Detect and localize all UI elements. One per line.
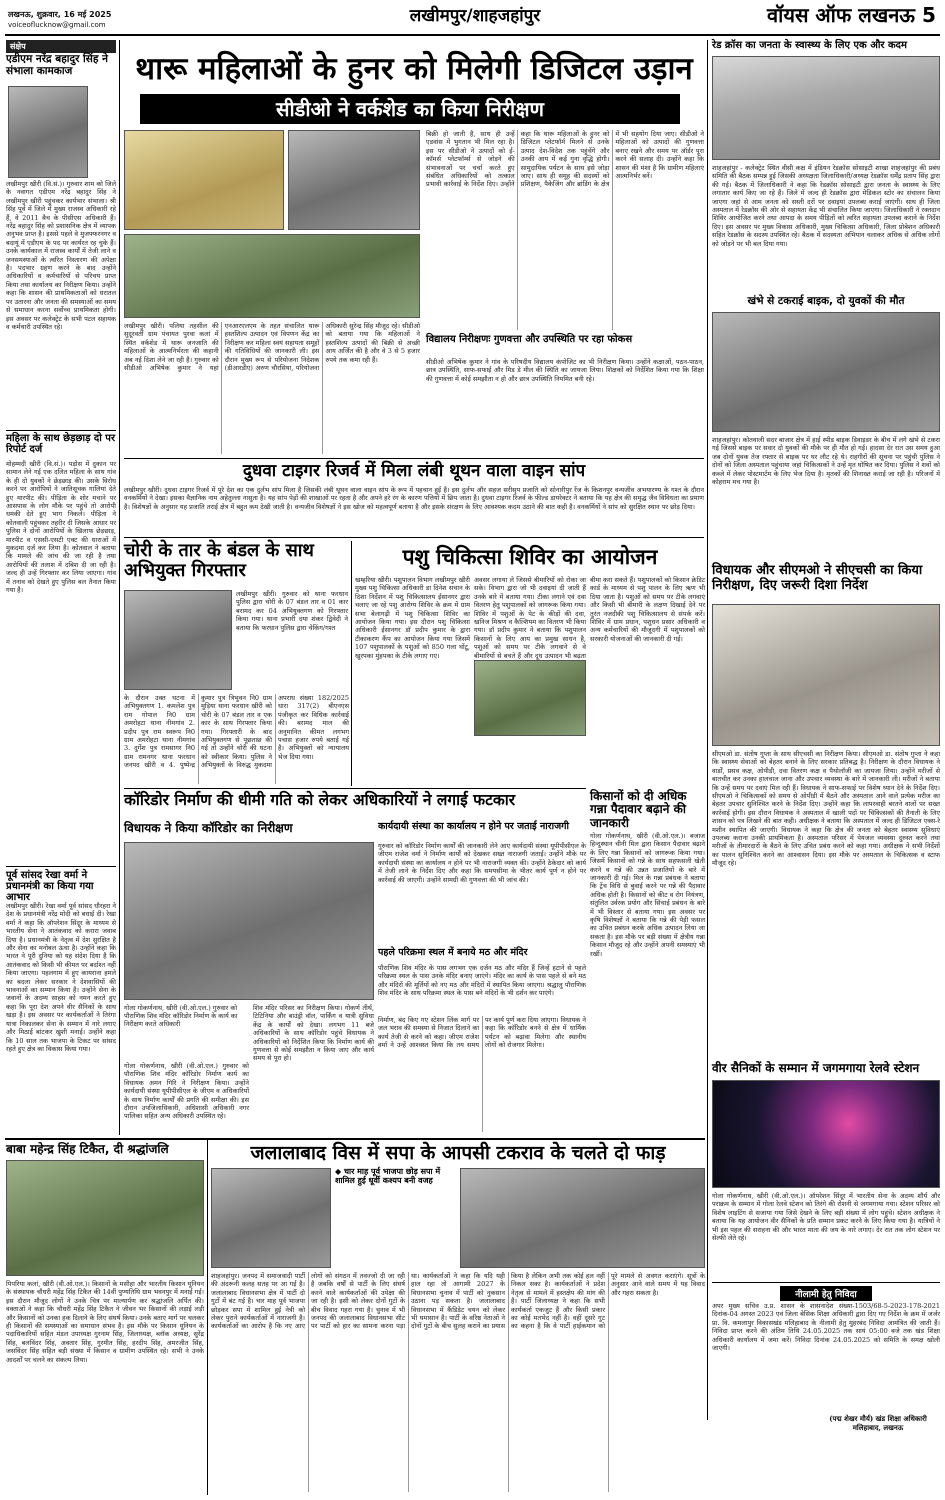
masthead-email[interactable]: voiceoflucknow@gmail.com	[8, 21, 106, 29]
lead-body-right: बिक्री हो जाती है, साथ ही उन्हें एडवांस में भुगतान भी मिल रहा है। इस पर सीडीओ ने उत्पादों को ई-कॉमर्स प्लेटफॉर्म्स से जोड़ने की संभावनाओं पर चर्चा करते हुए संबंधित अधिकारियों को तत्काल प्रभावी कार्रवाई के निर्देश दिए। उन्होंने कहा कि थारू महिलाओं के हुनर को डिजिटल प्लेटफॉर्म मिलने से उनके उत्पाद देश-विदेश तक पहुंचेंगे और उनकी आय में कई गुना वृद्धि होगी। सामुदायिक पर्यटन के साथ इसे जोड़ा जाए। साथ ही समूह की सदस्यों को प्रशिक्षण, पैकेजिंग और ब्रांडिंग के क्षेत्र में भी सहयोग दिया जाए। सीडीओ ने महिलाओं को उत्पादों की गुणवत्ता बनाए रखने और समय पर ऑर्डर पूरा करने की सलाह दी। उन्होंने कहा कि शासन की मंशा है कि ग्रामीण महिलाएं आत्मनिर्भर बनें।	[426, 130, 704, 189]
redcross-body: शाहजहांपुर - कलेक्ट्रेट स्थित वीसी कक्ष में इंडियन रेडक्रॉस सोसाइटी शाखा शाहजहांपुर की प्रबंध समिति की बैठक सम्पन्न हुई जिसकी अध्यक्षता जिलाधिकारी/अध्यक्ष रेडक्रॉस धर्मेंद्र प्रताप सिंह द्वारा की गई। बैठक में जिलाधिकारी ने कहा कि रेडक्रॉस सोसाइटी द्वारा जनता के स्वास्थ्य के लिए लगातार कार्य किए जा रहे हैं। जिले में जल्द ही रेडक्रॉस द्वारा मेडिकल स्टोर का संचालन किया जाएगा जहां से आम जनता को सस्ती दरों पर दवाइयां उपलब्ध कराई जाएंगी। साथ ही जिला अस्पताल में रेडक्रॉस की ओर से सहायता केंद्र भी संचालित किया जाएगा। जिलाधिकारी ने रक्तदान शिविर आयोजित करने तथा आपदा के समय पीड़ितों को त्वरित सहायता उपलब्ध कराने के निर्देश दिए। इस अवसर पर मुख्य विकास अधिकारी, मुख्य चिकित्सा अधिकारी, जिला प्रोबेशन अधिकारी सहित रेडक्रॉस के सदस्य उपस्थित रहे। बैठक में सदस्यता अभियान चलाकर अधिक से अधिक लोगों को जोड़ने पर भी बल दिया गया।	[712, 164, 940, 248]
lead-photo-school	[124, 234, 420, 318]
brief-headline-rekha-verma: पूर्व सांसद रेखा वर्मा ने प्रधानमंत्री का किया गया आभार	[6, 870, 94, 904]
corridor-body-2: पौराणिक शिव मंदिर के पास लगभग एक दर्जन मठ और मंदिर हैं जिन्हें हटाने से पहले परिक्रमा स्थल के पास उनके मंदिर बनाए जाएंगे। मंदिर का कार्य के पास पहले से बने मठ और मंदिरों की मूर्तियों को नए मठ और मंदिरों में स्थापित किया जाएगा। श्रद्धालु पौराणिक शिव मंदिर के साथ परिक्रमा स्थल के पास बने मंदिरों के भी दर्शन कर पाएंगे।	[378, 964, 586, 998]
masthead-date: लखनऊ, शुक्रवार, 16 मई 2025	[8, 10, 112, 19]
sugar-headline: किसानों को दी अधिक गन्ना पैदावार बढ़ाने की जानकारी	[590, 789, 687, 830]
python-bottom-rule	[124, 537, 704, 538]
camp-headline: पशु चिकित्सा शिविर का आयोजन	[402, 545, 658, 569]
python-top-rule	[124, 458, 704, 459]
school-headline: विद्यालय निरीक्षणः गुणवत्ता और उपस्थिति पर रहा फोकस	[426, 334, 633, 345]
sp-body: शाहजहांपुर। जनपद में समाजवादी पार्टी की अंदरूनी कलह सतह पर आ गई है। जलालाबाद विधानसभा क्षेत्र में पार्टी दो गुटों में बंट गई है। चार माह पूर्व भाजपा छोड़कर सपा में शामिल हुई नेत्री को लेकर पुराने कार्यकर्ताओं में नाराजगी है। कार्यकर्ताओं का आरोप है कि नए आए लोगों को संगठन में तवज्जो दी जा रही है जबकि वर्षों से पार्टी के लिए संघर्ष करने वाले कार्यकर्ताओं की उपेक्षा की जा रही है। इसी को लेकर दोनों गुटों के बीच विवाद गहरा गया है। चुनाव में भी जनपद की जलालाबाद विधानसभा सीट पर पार्टी को हार का सामना करना पड़ा था। कार्यकर्ताओं ने कहा कि यदि यही हाल रहा तो आगामी 2027 के विधानसभा चुनाव में पार्टी को नुकसान उठाना पड़ सकता है। जलालाबाद विधानसभा में कैंडिडेट चयन को लेकर भी घमासान है। पार्टी के वरिष्ठ नेताओं ने दोनों गुटों के बीच सुलह कराने का प्रयास किया है लेकिन अभी तक कोई हल नहीं निकल सका है। कार्यकर्ताओं ने प्रदेश नेतृत्व से मामले में हस्तक्षेप की मांग की है। पार्टी जिलाध्यक्ष ने कहा कि सभी कार्यकर्ता एकजुट हैं और किसी प्रकार का कोई मतभेद नहीं है। वहीं दूसरे गुट का कहना है कि वे पार्टी हाईकमान को पूरे मामले से अवगत कराएंगे। सूत्रों के अनुसार आने वाले समय में यह विवाद और गहरा सकता है।	[211, 1272, 705, 1331]
lead-headline: थारू महिलाओं के हुनर को मिलेगी डिजिटल उड़ान	[135, 51, 693, 87]
tender-top-rule	[712, 1282, 940, 1283]
corridor-body-4: शिव मंदिर परिसर का निरीक्षण किया। गोकर्ण तीर्थ, टिटिनिया और बाउंड्री वॉल, पार्किंग व यात्री सुविधा केंद्र के कार्यों को देखा। लगभग 11 बजे अधिकारियों के साथ कॉरिडोर पहुंचे विधायक ने अधिकारियों को निर्देशित किया कि निर्माण कार्य की गुणवत्ता से कोई समझौता न किया जाए और कार्य समय से पूरा हो।	[253, 1004, 374, 1063]
sugar-body: गोला गोकर्णनाथ, खीरी (वी.ओ.एल.)। बजाज हिन्दुस्थान चीनी मिल द्वारा किसान पैदावार बढ़ाने के लिए गन्ना किसानों को जागरूक किया गया। जिसमें किसानों को गन्ने के साथ सहफसली खेती करने व गन्ने की उन्नत प्रजातियों के बारे में जानकारी दी गई। मिल के गन्ना प्रबंधक ने बताया कि ट्रेंच विधि से बुवाई करने पर गन्ने की पैदावार अधिक होती है। किसानों को कीट व रोग नियंत्रण, संतुलित उर्वरक प्रयोग और सिंचाई प्रबंधन के बारे में भी विस्तार से बताया गया। इस अवसर पर कृषि विशेषज्ञों ने बताया कि गन्ने की पेड़ी फसल का उचित प्रबंधन करके अधिक उत्पादन लिया जा सकता है। इस मौके पर बड़ी संख्या में क्षेत्रीय गन्ना किसान मौजूद रहे और उन्होंने अपनी समस्याएं भी रखीं।	[590, 832, 705, 958]
theft-body-2: के दौरान उक्त घटना में अभियुक्तगण 1. कमलेश पुत्र राम गोपाल नि0 ग्राम अमरोहटा थाना नीमगांव 2. प्रदीप पुत्र राम स्वरूप नि0 ग्राम अमरोहटा थाना नीमगांव 3. दुर्गेश पुत्र रामसागर नि0 ग्राम रामनगर थाना फरधान जनपद खीरी व 4. पुष्पेन्द्र कुमार पुत्र त्रिभुवन नि0 ग्राम मुड़िया थाना फरधान खीरी को चोरी के 07 बंडल तार व एक कार के साथ गिरफ्तार किया गया। गिरफ्तारी के बाद अभियुक्तगण से पूछताछ की गई तो उन्होंने चोरी की घटना को स्वीकार किया। पुलिस ने अभियुक्तों के विरुद्ध मुकदमा अपराध संख्या 182/2025 धारा 317(2) बीएनएस पंजीकृत कर विधिक कार्रवाई की। बरामद माल की अनुमानित कीमत लगभग पचास हजार रुपये बताई गई है। अभियुक्तों को न्यायालय भेज दिया गया।	[124, 694, 349, 770]
corridor-headline: कॉरिडोर निर्माण की धीमी गति को लेकर अधिकारियों ने लगाई फटकार	[124, 791, 516, 809]
tender-headline: नीलामी हेतु निविदा	[780, 1286, 872, 1301]
mla-headline: विधायक और सीएमओ ने सीएचसी का किया निरीक्षण, दिए जरूरी दिशा निर्देश	[712, 563, 923, 593]
python-headline: दुधवा टाइगर रिजर्व में मिला लंबी थूथन वाला वाइन सांप	[242, 461, 586, 481]
bottom-rule	[5, 1138, 705, 1140]
page-number: 5	[922, 3, 936, 27]
redcross-headline: रेड क्रॉस का जनता के स्वास्थ्य के लिए एक और कदम	[712, 40, 907, 51]
corridor-body-3: गोला गोकर्णनाथ, खीरी (वी.ओ.एल.) गुरुवार को पौराणिक शिव मंदिर कॉरिडोर निर्माण कार्य का विधायक अमन गिरि ने निरीक्षण किया। उन्होंने कार्यदायी संस्था यूपीपीसीएल के जीएम व अधिकारियों के साथ निर्माण कार्यों की प्रगति की समीक्षा की। इस दौरान उपजिलाधिकारी, अधिशासी अधिकारी नगर पालिका सहित अन्य अधिकारी उपस्थित रहे।	[124, 1062, 249, 1121]
brief-headline-adm: एडीएम नरेंद्र बहादुर सिंह ने संभाला कामकाज	[6, 53, 108, 77]
bike-body: शाहजहांपुर। कोतवाली सदर बाजार क्षेत्र में हाई स्पीड बाइक डिवाइडर के बीच में लगे खंभे से टकरा गई जिससे बाइक पर सवार दो युवकों की मौके पर ही मौत हो गई। हादसा देर रात उस समय हुआ जब दोनों युवक तेज रफ्तार से बाइक पर घर लौट रहे थे। राहगीरों की सूचना पर पहुंची पुलिस ने दोनों को जिला अस्पताल पहुंचाया जहां चिकित्सकों ने उन्हें मृत घोषित कर दिया। पुलिस ने शवों को कब्जे में लेकर पोस्टमार्टम के लिए भेज दिया है। मृतकों की शिनाख्त कराई जा रही है। परिजनों में कोहराम मच गया है।	[712, 436, 940, 487]
mla-photo	[712, 604, 940, 746]
corridor-photo-caption: गोला गोकर्णनाथ, खीरी (वी.ओ.एल.) गुरुवार को पौराणिक शिव मंदिर कॉरिडोर निर्माण के कार्य का निरीक्षण करते अधिकारी	[124, 1004, 238, 1028]
python-body: लखीमपुर खीरी। दुधवा टाइगर रिजर्व में पूरे देश का एक दुर्लभ सांप मिला है जिसकी लंबी थूथन वाला वाइन सांप के रूप में पहचान हुई है। इस दुर्लभ और सहज सरीसृप प्रजाति को सोनारीपुर रेंज के किशनपुर वन्यजीव अभयारण्य के गश्त के दौरान वनकर्मियों ने देखा। इसका वैज्ञानिक नाम अहेतुल्ला नासुता है। यह सांप पेड़ों की शाखाओं पर रहता है और अपने हरे रंग के कारण पत्तियों में छिप जाता है। दुधवा टाइगर रिजर्व के फील्ड डायरेक्टर ने बताया कि यह क्षेत्र की समृद्ध जैव विविधता का प्रमाण है। विशेषज्ञों के अनुसार यह प्रजाति तराई क्षेत्र में बहुत कम देखी जाती है। वन्यजीव विशेषज्ञों ने इस खोज को महत्वपूर्ण बताया है और इसके संरक्षण के लिए आवश्यक कदम उठाने की बात कही है। वनकर्मियों ने सांप को सुरक्षित स्थान पर छोड़ दिया।	[124, 486, 704, 511]
camp-body-3: बीमा करा सकते हैं। पशुपालकों को किसान क्रेडिट कार्ड के माध्यम से पशु पालन के लिए ऋण भी दिया जाता है। पशुओं को समय पर टीके लगवाएं और किसी भी बीमारी के लक्षण दिखाई देने पर तुरंत नजदीकी पशु चिकित्सालय से संपर्क करें। शिविर में ग्राम प्रधान, पशुधन प्रसार अधिकारी व अन्य कर्मचारियों की मौजूदगी में पशुपालकों को सरकारी योजनाओं की जानकारी दी गई।	[590, 576, 705, 643]
corridor-photo	[124, 842, 374, 1000]
lead-photo-inspection	[288, 130, 420, 230]
corridor-body-5: निर्माण, बंद किए गए स्टेशन लिंक मार्ग पर जल भराव की समस्या से निजात दिलाने का कार्य तेजी से करने को कहा। जीएम राजेश वर्मा ने उन्हें आश्वस्त किया कि तय समय पर कार्य पूर्ण करा दिया जाएगा। विधायक ने कहा कि कॉरिडोर बनने से क्षेत्र में धार्मिक पर्यटन को बढ़ावा मिलेगा और स्थानीय लोगों को रोजगार मिलेगा।	[378, 1016, 586, 1050]
camp-body-1: खम्हरिया खीरी। पशुपालन विभाग लखीमपुर खीरी मुख्य पशु चिकित्सा अधिकारी डा दिनेश सचान के दिशा निर्देशन में पशु चिकित्सालय ईसानगर द्वारा चलाए जा रहे पशु आरोग्य शिविर के क्रम में ग्राम सभा बेलागढ़ी में पशु चिकित्सा शिविर का आयोजन किया गया। इस दौरान पशु चिकित्सा अधिकारी ईसानगर डॉ प्रदीप कुमार के द्वारा टीकाकरण कैंप का आयोजन किया गया जिसमें 107 पशुपालकों के पशुओं को 850 गला घोंटू, खुरपका मुंहपका के टीके लगाए गए।	[355, 576, 470, 660]
lead-photo-workshed	[124, 130, 284, 230]
brief-body-rekha-verma: लखीमपुर खीरी। रेखा वर्मा पूर्व सांसद धौरहरा ने देश के प्रधानमंत्री नरेंद्र मोदी को बधाई दी। रेखा वर्मा ने कहा कि ऑपरेशन सिंदूर के माध्यम से भारतीय सेना ने आतंकवाद को करारा जवाब दिया है। प्रधानमंत्री के नेतृत्व में देश सुरक्षित है और सेना का मनोबल ऊंचा है। उन्होंने कहा कि भारत ने पूरी दुनिया को यह संदेश दिया है कि आतंकवाद को किसी भी कीमत पर बर्दाश्त नहीं किया जाएगा। पहलगाम में हुए कायराना हमले का बदला लेकर सरकार ने देशवासियों की भावनाओं का सम्मान किया है। उन्होंने सेना के जवानों के अदम्य साहस को नमन करते हुए कहा कि पूरा देश अपने वीर सैनिकों के साथ खड़ा है। इस अवसर पर कार्यकर्ताओं ने तिरंगा यात्रा निकालकर सेना के सम्मान में नारे लगाए और मिठाई बांटकर खुशी मनाई। उन्होंने कहा कि 10 साल तक भाजपा के टिकट पर सांसद रहते हुए क्षेत्र का विकास किया गया।	[6, 902, 116, 1053]
sp-photo-2	[460, 1168, 705, 1268]
masthead-rule	[5, 34, 940, 36]
bike-headline: खंभे से टकराई बाइक, दो युवकों की मौत	[747, 295, 905, 307]
bike-photo	[712, 312, 940, 432]
corridor-subhead-temple: पहले परिक्रमा स्थल में बनाये मठ और मंदिर	[378, 947, 528, 958]
tender-body: अपर मुख्य सचिव उ.प्र. शासन के शासनादेश संख्या-1503/68-5-2023-178-2021 दिनांक-04 अगस्त 2023 एवं जिला बेसिक शिक्षा अधिकारी द्वारा दिए गए निर्देश के क्रम में जर्जर प्रा. वि. कमलापुर विकासखंड मलिहाबाद के नीलामी हेतु मुहरबंद निविदा आमंत्रित की जाती हैं। निविदा प्राप्त करने की अंतिम तिथि 24.05.2025 तक सायं 05:00 बजे तक खंड शिक्षा अधिकारी कार्यालय में जमा करें। निविदा दिनांक 24.05.2025 को समिति के समक्ष खोली जाएगी।	[712, 1302, 940, 1353]
sankshep-label: संक्षेप	[6, 40, 116, 53]
adm-photo	[8, 86, 88, 178]
section-title: लखीमपुर/शाहजहांपुर	[409, 6, 541, 26]
brief-headline-molestation: महिला के साथ छेड़छाड़ दो पर रिपोर्ट दर्ज	[6, 433, 116, 456]
lead-body-left: लखीमपुर खीरी। पलिया तहसील की सुदूरवर्ती ग्राम पंचायत पुरवा कलां में स्थित वर्कशेड में थारू जनजाति की महिलाओं के आत्मनिर्भरता की कहानी अब नई दिशा लेने जा रही है। गुरुवार को सीडीओ अभिषेक कुमार ने यहां एनआरएलएम के तहत संचालित थारू हस्तशिल्प उत्पादन एवं विपणन केंद्र का निरीक्षण कर महिला स्वयं सहायता समूहों की गतिविधियों की जानकारी ली। इस दौरान मुख्य रूप से परियोजना निदेशक (डीआरडीए) अरुण चौरसिया, परियोजना अधिकारी सुरेन्द्र सिंह मौजूद रहे। सीडीओ को बताया गया कि महिलाओं ने हस्तशिल्प उत्पादों की बिक्री से अच्छी आय अर्जित की है और वे 3 से 5 हजार रुपये तक कमा रही हैं।	[124, 322, 420, 373]
camp-body-2: अवसर लगाया ले जिससे बीमारियों को रोका जा सके। विभाग द्वारा जो भी दवाइयां दी जाती हैं उनके बारे में बताया गया। टीका लगाने एवं दवा वितरण हेतु पशुपालकों को जागरूक किया गया। शिविर में पशुओं के पेट के कीड़ों की दवा, खनिज मिश्रण व कैल्शियम का वितरण भी किया गया। डॉ प्रदीप कुमार ने बताया कि पशुपालन किसानों के लिए आय का प्रमुख साधन है, पशुओं को समय पर टीके लगवाने से वे बीमारियों से बचते हैं और दूध उत्पादन भी बढ़ता	[474, 576, 586, 660]
tikait-vertical-rule	[207, 1140, 208, 1495]
lead-subhead: सीडीओ ने वर्कशेड का किया निरीक्षण	[140, 94, 680, 124]
mla-body: सीएमओ डा. संतोष गुप्ता के साथ सीएचसी का निरीक्षण किया। सीएमओ डा. संतोष गुप्ता ने कहा कि स्वास्थ्य सेवाओं को बेहतर बनाने के लिए सरकार प्रतिबद्ध है। निरीक्षण के दौरान विधायक ने वार्डों, प्रसव कक्ष, ओपीडी, दवा वितरण कक्ष व पैथोलॉजी का जायजा लिया। उन्होंने मरीजों से बातचीत कर उनका हालचाल जाना और उपचार व्यवस्था के बारे में जानकारी ली। मरीजों ने बताया कि उन्हें समय पर दवाएं मिल रही हैं। विधायक ने साफ-सफाई पर विशेष ध्यान देने के निर्देश दिए। सीएमओ ने चिकित्सकों को समय से ओपीडी में बैठने और अस्पताल आने वाले प्रत्येक मरीज का बेहतर उपचार सुनिश्चित करने के निर्देश दिए। उन्होंने कहा कि लापरवाही बरतने वालों पर सख्त कार्रवाई होगी। इस दौरान विधायक ने अस्पताल में खाली पदों पर चिकित्सकों की तैनाती के लिए शासन को पत्र लिखने की बात कही। अधीक्षक ने बताया कि अस्पताल में जल्द ही डिजिटल एक्स-रे मशीन स्थापित की जाएगी। विधायक ने कहा कि क्षेत्र की जनता को बेहतर स्वास्थ्य सुविधाएं उपलब्ध कराना उनकी प्राथमिकता है। अस्पताल परिसर में पेयजल व्यवस्था दुरुस्त करने तथा मरीजों के तीमारदारों के बैठने के लिए उचित प्रबंध करने को कहा गया। अधीक्षक ने सभी निर्देशों का पालन सुनिश्चित करने का आश्वासन दिया। इस मौके पर अस्पताल के चिकित्सक व स्टाफ मौजूद रहे।	[712, 750, 940, 868]
camp-photo	[474, 660, 586, 736]
lead-vertical-rule	[707, 40, 708, 1420]
tender-signature: (पद्म शेखर मौर्य) खंड शिक्षा अधिकारी मलिहाबाद, लखनऊ	[829, 1414, 927, 1432]
theft-photo	[124, 590, 232, 690]
sidebar-vertical-rule	[119, 40, 120, 1135]
soldiers-body: गोला गोकर्णनाथ, खीरी (वी.ओ.एल.)। ऑपरेशन सिंदूर में भारतीय सेना के अदम्य शौर्य और पराक्रम के सम्मान में गोला रेलवे स्टेशन को तिरंगे की रोशनी से जगमगाया गया। स्टेशन परिसर को विशेष लाइटिंग से सजाया गया जिसे देखने के लिए बड़ी संख्या में लोग पहुंचे। स्टेशन अधीक्षक ने बताया कि यह आयोजन वीर सैनिकों के प्रति सम्मान प्रकट करने के लिए किया गया है। यात्रियों ने भी इस पहल की सराहना की और भारत माता की जय के नारे लगाए। देर रात तक लोग स्टेशन पर सेल्फी लेते रहे।	[712, 1192, 940, 1243]
station-photo	[712, 1080, 940, 1188]
sidebar-divider-1	[6, 430, 116, 431]
school-body: सीडीओ अभिषेक कुमार ने गांव के परिषदीय विद्यालय कंपोजिट का भी निरीक्षण किया। उन्होंने कक्षाओं, पठन-पाठन, छात्र उपस्थिति, साफ-सफाई और मिड डे मील की स्थिति का जायजा लिया। शिक्षकों को निर्देशित किया गया कि शिक्षा की गुणवत्ता में कोई समझौता न हो और छात्र उपस्थिति नियमित बनी रहे।	[426, 358, 704, 383]
corridor-subhead-mla: विधायक ने किया कॉरिडोर का निरीक्षण	[124, 821, 293, 835]
tikait-body: पिपरिया कलां, खीरी (वी.ओ.एल.)। किसानों के मसीहा और भारतीय किसान यूनियन के संस्थापक चौधरी महेंद्र सिंह टिकैत की 14वीं पुण्यतिथि ग्राम भवनपुर में मनाई गई। इस दौरान मौजूद लोगों ने उनके चित्र पर माल्यार्पण कर श्रद्धांजलि अर्पित की। वक्ताओं ने कहा कि चौधरी महेंद्र सिंह टिकैत ने जीवन भर किसानों की लड़ाई लड़ी और किसानों को उनका हक दिलाने के लिए संघर्ष किया। उनके बताए मार्ग पर चलकर ही किसानों की समस्याओं का समाधान संभव है। इस मौके पर किसान यूनियन के पदाधिकारियों सहित मंडल उपाध्यक्ष गुरनाम सिंह, जिलाध्यक्ष, ब्लॉक अध्यक्ष, सुरेंद्र सिंह, बलविंदर सिंह, अवतार सिंह, गुरमीत सिंह, हरदीप सिंह, अमरजीत सिंह, जसविंदर सिंह सहित बड़ी संख्या में किसान व ग्रामीण उपस्थित रहे। सभी ने उनके आदर्शों पर चलने का संकल्प लिया।	[6, 1280, 204, 1364]
sp-kicker: ◆ चार माह पूर्व भाजपा छोड़ सपा में शामिल हुई धूर्वी कश्यप बनी वजह	[335, 1167, 441, 1185]
corridor-subhead-agency: कार्यदायी संस्था का कार्यालय न होने पर जताई नाराजगी	[378, 821, 569, 832]
corridor-body-1: गुरुवार को कॉरिडोर निर्माण कार्यों की जानकारी लेने आए कार्यदायी संस्था यूपीपीसीएल के जीएम राजेश वर्मा ने निर्माण कार्यों को देखकर सख्त नाराजगी जताई। उन्होंने मौके पर कार्यदायी संस्था का कार्यालय न होने पर भी नाराजगी व्यक्त की। उन्होंने ठेकेदार को कार्य में तेजी लाने के निर्देश दिए और कहा कि समयसीमा के भीतर कार्य पूर्ण न होने पर कार्रवाई की जाएगी। उन्होंने सामग्री की गुणवत्ता की भी जांच की।	[378, 842, 586, 884]
sp-headline: जलालाबाद विस में सपा के आपसी टकराव के चलते दो फाड़	[250, 1142, 666, 1164]
tikait-photo	[6, 1160, 204, 1276]
brief-body-molestation: मोहम्मदी खीरी (वि.सं.)। पड़ोस में दुकान पर सामान लेने गई एक दलित महिला के साथ गांव के ही दो युवकों ने छेड़छाड़ की। उसके विरोध करने पर आरोपियों ने जातिसूचक गालियां देते हुए मारपीट की। पीड़िता के शोर मचाने पर आसपास के लोग मौके पर पहुंचे तो आरोपी धमकी देते हुए भाग निकले। पीड़िता ने कोतवाली पहुंचकर तहरीर दी जिसके आधार पर पुलिस ने दोनों आरोपियों के खिलाफ छेड़छाड़, मारपीट व एससी-एसटी एक्ट की धाराओं में मुकदमा दर्ज कर लिया है। कोतवाल ने बताया कि मामले की जांच की जा रही है तथा आरोपियों की तलाश में दबिश दी जा रही है। जल्द ही उन्हें गिरफ्तार कर लिया जाएगा। गांव में तनाव को देखते हुए पुलिस बल तैनात किया गया है।	[6, 460, 116, 595]
tikait-headline: बाबा महेन्द्र सिंह टिकैत, दी श्रद्धांजलि	[6, 1142, 169, 1156]
theft-vertical-rule	[351, 541, 352, 786]
brief-body-adm: लखीमपुर खीरी (वि.सं.)। गुरुवार शाम को जिले के नवागत एडीएम नरेंद्र बहादुर सिंह ने लखीमपुर खीरी पहुंचकर कार्यभार संभाला। श्री सिंह पूर्व में जिले में मुख्य राजस्व अधिकारी रहे हैं, वे 2011 बैच के पीसीएस अधिकारी हैं। नरेंद्र बहादुर सिंह को प्रशासनिक क्षेत्र में व्यापक अनुभव प्राप्त है। इससे पहले वे मुजफ्फरनगर व बदायूं में एडीएम के पद पर कार्यरत रह चुके हैं। उनके कार्यकाल में राजस्व कार्यों में तेजी लाने व जनसमस्याओं के त्वरित निस्तारण की अपेक्षा है। पदभार ग्रहण करने के बाद उन्होंने अधिकारियों व कर्मचारियों से परिचय प्राप्त किया तथा कार्यालय का निरीक्षण किया। उन्होंने कहा कि शासन की प्राथमिकताओं को धरातल पर उतारना और जनता की समस्याओं का समय से समाधान करना सर्वोच्च प्राथमिकता होगी। इस अवसर पर कलेक्ट्रेट के सभी पटल सहायक व कर्मचारी उपस्थित रहे।	[6, 180, 116, 331]
sp-photo	[211, 1168, 331, 1268]
newspaper-name: वॉयस ऑफ लखनऊ	[767, 3, 915, 27]
theft-body-1: लखीमपुर खीरी। गुरुवार को थाना फरधान पुलिस द्वारा चोरी के 07 बंडल तार व 01 कार बरामद कर 04 अभियुक्तगण को गिरफ्तार किया गया। थाना प्रभारी दया शंकर द्विवेदी ने बताया कि फरधान पुलिस द्वारा चेकिंग/गश्त	[236, 590, 348, 632]
redcross-photo	[712, 56, 940, 160]
sidebar-divider-2	[6, 866, 116, 867]
theft-headline: चोरी के तार के बंडल के साथ अभियुक्त गिरफ्तार	[124, 540, 314, 582]
soldiers-headline: वीर सैनिकों के सम्मान में जगमगाया रेलवे स्टेशन	[712, 1061, 920, 1075]
corridor-top-rule	[124, 788, 586, 789]
